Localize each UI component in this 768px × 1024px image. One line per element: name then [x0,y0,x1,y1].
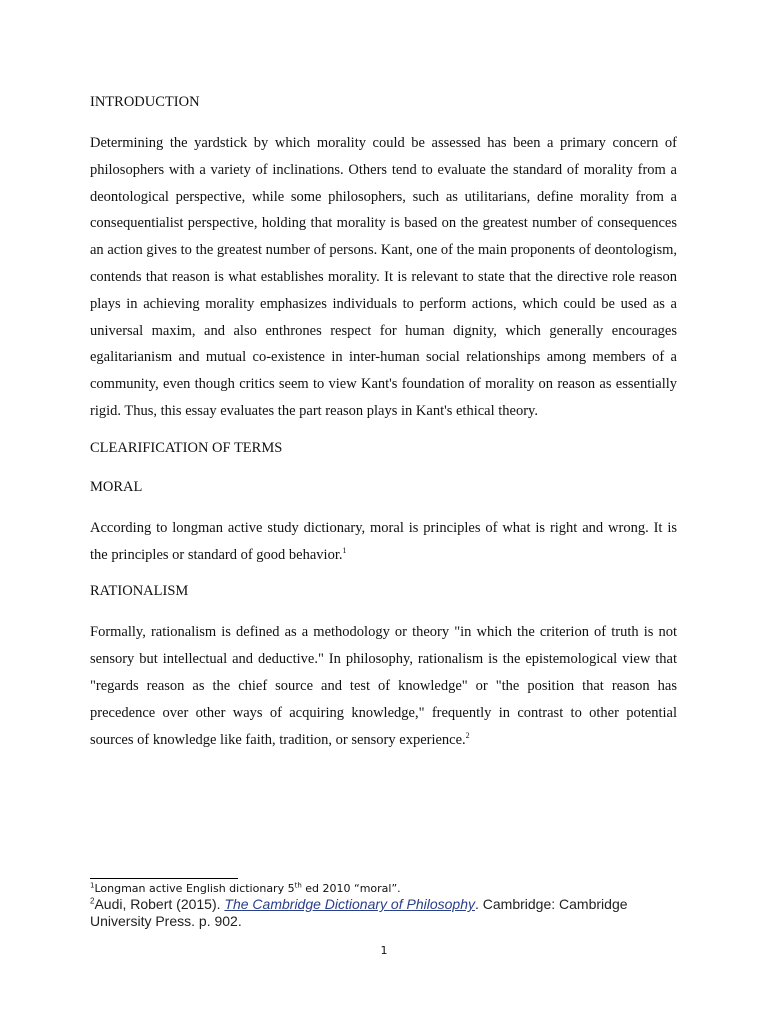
moral-heading: MORAL [90,478,143,495]
footnote-2-link[interactable]: The Cambridge Dictionary of Philosophy [224,896,475,912]
rationalism-paragraph [90,619,677,753]
document-body [90,91,677,753]
footnote-ref-1[interactable]: 1 [342,545,347,555]
terms-heading: CLEARIFICATION OF TERMS [90,439,283,456]
footnote-2 [90,896,677,930]
moral-paragraph-text: According to longman active study dictionary, moral is principles of what is right and wrong. It is the principles or standard of good behavior. [90,519,677,563]
rationalism-heading: RATIONALISM [90,583,189,600]
moral-paragraph [90,515,677,569]
footnote-1-superscript: th [294,881,302,890]
footnote-2-number: 2 [90,896,95,906]
rationalism-paragraph-text: Formally, rationalism is defined as a methodology or theory "in which the criterion of truth is not sensory but intellectual and deductive." In philosophy, rationalism is the epistemological view that "regards reason as the chief source and test of knowledge" or "the position that reason has precedence over other ways of acquiring knowledge," frequently in contrast to other potential sources of knowledge like faith, tradition, or sensory experience. [90,624,677,748]
footnote-separator [90,878,238,879]
introduction-paragraph: Determining the yardstick by which morality could be assessed has been a primary concern of philosophers with a variety of inclinations. Others tend to evaluate the standard of morality from a deontological perspective, while some philosophers, such as utilitarians, define morality from a consequentialist perspective, holding that morality is based on the greatest number of consequences an action gives to the greatest number of persons. Kant, one of the main proponents of deontologism, contends that reason is what establishes morality. It is relevant to state that the directive role reason plays in achieving morality emphasizes individuals to perform actions, which could be used as a universal maxim, and also enthrones respect for human dignity, which generally encourages egalitarianism and mutual co-existence in inter-human social relationships among members of a community, even though critics seem to view Kant's foundation of morality on reason as essentially rigid. Thus, this essay evaluates the part reason plays in Kant's ethical theory. [90,135,677,419]
footnote-2-text-end: . Cambridge: Cambridge University Press. p. 902. [90,896,628,929]
footnote-2-text: Audi, Robert (2015). [94,896,225,912]
footnote-1-text-end: ed 2010 “moral”. [301,882,401,895]
footnote-ref-2[interactable]: 2 [465,730,470,740]
footnote-1-text: Longman active English dictionary 5 [94,882,295,895]
footnote-1 [90,882,677,896]
footnote-1-number: 1 [90,881,95,890]
introduction-heading: INTRODUCTION [90,94,200,110]
page-number: 1 [380,944,388,957]
footnotes-section [90,878,677,930]
